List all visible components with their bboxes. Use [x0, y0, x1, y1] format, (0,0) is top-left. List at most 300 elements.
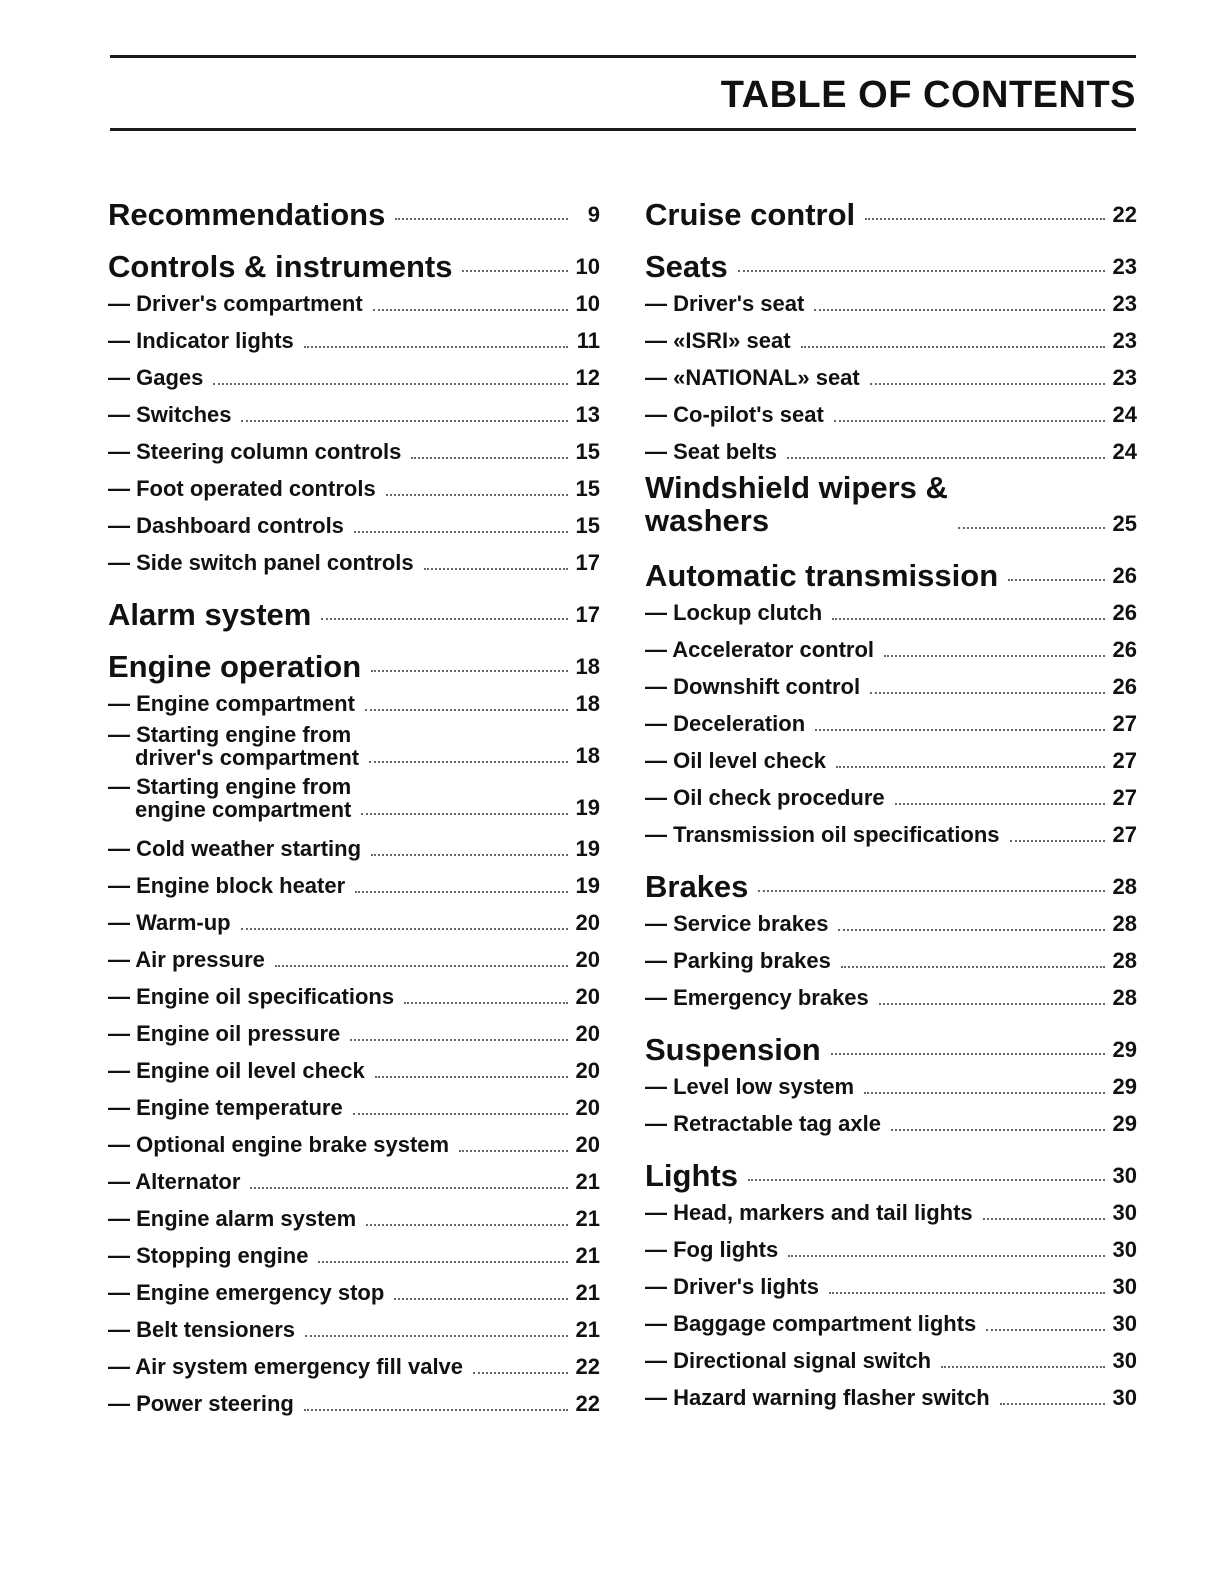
toc-dot-leader [815, 729, 1105, 731]
toc-entry-label-line1: Controls & instruments [108, 249, 453, 284]
toc-entry-label-line1: — Alternator [108, 1169, 241, 1194]
toc-entry-label-line1: Alarm system [108, 597, 312, 632]
toc-dot-leader [404, 1002, 568, 1004]
toc-entry-label-line1: Windshield wipers & [645, 470, 948, 505]
toc-entry-label [645, 948, 831, 974]
toc-page-number: 15 [575, 476, 600, 501]
toc-right-column [645, 186, 1137, 1411]
toc-entry-label [108, 691, 355, 717]
toc-section-entry[interactable] [645, 1147, 1137, 1193]
toc-subsection-entry[interactable] [645, 700, 1137, 737]
toc-page-number: 30 [1112, 1200, 1137, 1225]
toc-dot-leader [895, 803, 1105, 805]
toc-subsection-entry[interactable] [108, 1121, 600, 1158]
toc-page-number: 24 [1112, 439, 1137, 464]
toc-section-entry[interactable] [645, 471, 1137, 537]
toc-entry-label [645, 911, 828, 937]
toc-page-number: 26 [1112, 563, 1137, 588]
toc-page-number: 10 [575, 291, 600, 316]
toc-dot-leader [829, 1292, 1105, 1294]
toc-entry-label [108, 291, 363, 317]
header-bottom-rule [110, 128, 1136, 131]
toc-dot-leader [318, 1261, 568, 1263]
toc-entry-label [645, 785, 885, 811]
toc-subsection-entry[interactable] [108, 391, 600, 428]
toc-entry-label-line1: Automatic transmission [645, 558, 999, 593]
toc-entry-label-line1: — Cold weather starting [108, 836, 362, 861]
toc-entry-label-line1: Cruise control [645, 197, 856, 232]
toc-entry-label-line1: — Level low system [645, 1074, 855, 1099]
toc-subsection-entry[interactable] [645, 811, 1137, 848]
toc-entry-label-line1: — Head, markers and tail lights [645, 1200, 973, 1225]
toc-entry-label-line1: Recommendations [108, 197, 386, 232]
toc-subsection-entry[interactable] [645, 937, 1137, 974]
toc-page-number: 26 [1112, 600, 1137, 625]
toc-entry-label-line1: — Belt tensioners [108, 1317, 296, 1342]
toc-entry-label-line1: — Foot operated controls [108, 476, 376, 501]
toc-subsection-entry[interactable] [108, 1269, 600, 1306]
toc-page-number: 26 [1112, 674, 1137, 699]
toc-subsection-entry[interactable] [645, 737, 1137, 774]
toc-subsection-entry[interactable] [108, 680, 600, 717]
toc-entry-label [108, 1021, 340, 1047]
toc-entry-label [645, 1274, 819, 1300]
toc-page-number: 21 [575, 1280, 600, 1305]
toc-subsection-entry[interactable] [645, 626, 1137, 663]
toc-dot-leader [884, 655, 1105, 657]
toc-dot-leader [841, 966, 1105, 968]
toc-entry-label-line2: washers [645, 503, 770, 538]
toc-dot-leader [321, 618, 568, 620]
toc-left-column [108, 186, 600, 1417]
toc-dot-leader [801, 346, 1105, 348]
toc-entry-label-line1: — Parking brakes [645, 948, 831, 973]
toc-page-number: 28 [1112, 911, 1137, 936]
toc-subsection-entry[interactable] [108, 936, 600, 973]
toc-entry-label [645, 985, 869, 1011]
toc-entry-label [108, 197, 386, 232]
toc-dot-leader [275, 965, 568, 967]
toc-section-entry[interactable] [645, 1021, 1137, 1067]
toc-entry-label-line1: — Baggage compartment lights [645, 1311, 977, 1336]
toc-page-number: 30 [1112, 1311, 1137, 1336]
toc-page-number: 20 [575, 1132, 600, 1157]
toc-entry-label-line1: — Downshift control [645, 674, 861, 699]
toc-entry-label [645, 674, 860, 700]
toc-entry-label-line1: — Engine compartment [108, 691, 355, 716]
toc-subsection-entry[interactable] [645, 1374, 1137, 1411]
toc-dot-leader [241, 928, 568, 930]
toc-dot-leader [473, 1372, 568, 1374]
toc-subsection-entry[interactable] [108, 825, 600, 862]
toc-entry-label [108, 513, 344, 539]
toc-subsection-entry[interactable] [108, 1084, 600, 1121]
toc-subsection-entry[interactable] [108, 1306, 600, 1343]
toc-entry-label-line1: — Service brakes [645, 911, 829, 936]
toc-entry-label-line1: — Directional signal switch [645, 1348, 932, 1373]
toc-page-number: 10 [575, 254, 600, 279]
toc-dot-leader [865, 218, 1105, 220]
toc-dot-leader [831, 1053, 1105, 1055]
toc-entry-label [108, 910, 231, 936]
toc-dot-leader [958, 527, 1105, 529]
toc-entry-label-line1: — Optional engine brake system [108, 1132, 450, 1157]
toc-section-entry[interactable] [108, 638, 600, 684]
toc-entry-label-line1: — Oil check procedure [645, 785, 885, 810]
toc-dot-leader [738, 270, 1105, 272]
toc-dot-leader [366, 1224, 568, 1226]
toc-entry-label-line1: — Starting engine from [108, 774, 352, 799]
toc-page-number: 18 [575, 654, 600, 679]
toc-dot-leader [395, 218, 568, 220]
toc-entry-label [645, 869, 749, 904]
toc-entry-label-line1: — Air pressure [108, 947, 265, 972]
toc-page-number: 30 [1112, 1274, 1137, 1299]
toc-subsection-entry[interactable] [108, 1343, 600, 1380]
toc-entry-label-line1: Suspension [645, 1032, 821, 1067]
toc-page-number: 29 [1112, 1037, 1137, 1062]
toc-entry-label-line2: driver's compartment [135, 745, 360, 770]
header-top-rule [110, 55, 1136, 58]
toc-dot-leader [870, 383, 1105, 385]
toc-dot-leader [758, 890, 1105, 892]
toc-page-number: 30 [1112, 1348, 1137, 1373]
toc-entry-label-line1: — Switches [108, 402, 232, 427]
toc-subsection-entry[interactable] [645, 974, 1137, 1011]
toc-page-number: 20 [575, 910, 600, 935]
toc-subsection-entry[interactable] [645, 774, 1137, 811]
toc-entry-label [645, 600, 822, 626]
toc-entry-label [645, 1385, 990, 1411]
toc-entry-label [108, 1354, 463, 1380]
toc-page-number: 28 [1112, 948, 1137, 973]
toc-dot-leader [394, 1298, 568, 1300]
toc-page-number: 22 [1112, 202, 1137, 227]
toc-page-number: 30 [1112, 1237, 1137, 1262]
toc-page-number: 19 [575, 795, 600, 820]
toc-entry-label [645, 1158, 738, 1193]
toc-entry-label-line1: — Starting engine from [108, 722, 352, 747]
toc-section-entry[interactable] [645, 858, 1137, 904]
toc-page-number: 19 [575, 836, 600, 861]
toc-entry-label-line1: — Hazard warning flasher switch [645, 1385, 990, 1410]
toc-dot-leader [411, 457, 568, 459]
toc-dot-leader [304, 1409, 568, 1411]
toc-entry-label [645, 1348, 931, 1374]
toc-subsection-entry[interactable] [645, 1300, 1137, 1337]
toc-section-entry[interactable] [645, 547, 1137, 593]
toc-dot-leader [941, 1366, 1105, 1368]
toc-entry-label-line1: — Engine oil pressure [108, 1021, 341, 1046]
toc-dot-leader [1008, 579, 1105, 581]
toc-dot-leader [355, 891, 568, 893]
toc-entry-label [645, 291, 804, 317]
toc-page-number: 21 [575, 1243, 600, 1268]
toc-subsection-entry[interactable] [108, 354, 600, 391]
toc-dot-leader [459, 1150, 568, 1152]
toc-entry-label [645, 1237, 778, 1263]
toc-page-number: 23 [1112, 291, 1137, 316]
toc-dot-leader [891, 1129, 1105, 1131]
toc-entry-label [645, 1311, 976, 1337]
toc-dot-leader [983, 1218, 1105, 1220]
toc-page-number: 23 [1112, 365, 1137, 390]
toc-page-number: 12 [575, 365, 600, 390]
toc-page-number: 21 [575, 1169, 600, 1194]
toc-page-number: 22 [575, 1354, 600, 1379]
toc-subsection-entry[interactable] [645, 317, 1137, 354]
toc-entry-label [108, 550, 414, 576]
toc-subsection-entry[interactable] [108, 899, 600, 936]
toc-page-number: 29 [1112, 1111, 1137, 1136]
toc-subsection-entry[interactable] [645, 900, 1137, 937]
toc-entry-label-line1: — Retractable tag axle [645, 1111, 881, 1136]
toc-dot-leader [386, 494, 568, 496]
toc-subsection-entry[interactable] [108, 973, 600, 1010]
toc-dot-leader [864, 1092, 1105, 1094]
toc-subsection-entry[interactable] [108, 428, 600, 465]
toc-subsection-entry[interactable] [108, 1195, 600, 1232]
toc-dot-leader [986, 1329, 1105, 1331]
toc-page-number: 24 [1112, 402, 1137, 427]
toc-entry-label [108, 1169, 240, 1195]
toc-entry-label [645, 365, 860, 391]
toc-entry-label-line1: — Engine temperature [108, 1095, 343, 1120]
toc-entry-label [645, 439, 777, 465]
toc-page-number: 15 [575, 513, 600, 538]
toc-entry-label [645, 328, 791, 354]
toc-entry-label-line1: — Driver's seat [645, 291, 805, 316]
toc-subsection-entry[interactable] [645, 1337, 1137, 1374]
toc-page-number: 20 [575, 947, 600, 972]
toc-entry-label [108, 597, 312, 632]
toc-subsection-entry[interactable] [108, 1158, 600, 1195]
toc-subsection-entry[interactable] [645, 1100, 1137, 1137]
toc-subsection-entry[interactable] [108, 539, 600, 576]
toc-entry-label-line1: — Fog lights [645, 1237, 779, 1262]
toc-subsection-entry[interactable] [108, 723, 600, 769]
toc-page-number: 19 [575, 873, 600, 898]
toc-entry-label [645, 558, 999, 593]
toc-entry-label [108, 1317, 295, 1343]
toc-entry-label-line1: — Transmission oil specifications [645, 822, 1000, 847]
toc-entry-label-line1: — Indicator lights [108, 328, 294, 353]
toc-page-number: 9 [587, 202, 600, 227]
toc-entry-label-line1: — Oil level check [645, 748, 826, 773]
toc-dot-leader [462, 270, 568, 272]
toc-subsection-entry[interactable] [108, 1047, 600, 1084]
toc-subsection-entry[interactable] [645, 1063, 1137, 1100]
toc-entry-label-line1: — Engine alarm system [108, 1206, 357, 1231]
toc-entry-label [645, 1111, 881, 1137]
toc-entry-label-line1: Lights [645, 1158, 738, 1193]
toc-entry-label-line1: — Stopping engine [108, 1243, 309, 1268]
toc-entry-label [108, 947, 265, 973]
toc-subsection-entry[interactable] [645, 589, 1137, 626]
toc-page-number: 23 [1112, 328, 1137, 353]
toc-dot-leader [241, 420, 568, 422]
toc-section-entry[interactable] [108, 186, 600, 232]
toc-dot-leader [787, 457, 1105, 459]
toc-dot-leader [748, 1179, 1105, 1181]
toc-subsection-entry[interactable] [108, 1380, 600, 1417]
toc-page-number: 13 [575, 402, 600, 427]
toc-subsection-entry[interactable] [645, 1226, 1137, 1263]
toc-subsection-entry[interactable] [108, 317, 600, 354]
toc-entry-label [108, 775, 351, 821]
toc-dot-leader [369, 761, 568, 763]
toc-entry-label [108, 1391, 294, 1417]
toc-entry-label [108, 476, 376, 502]
toc-entry-label [108, 873, 345, 899]
toc-page-number: 22 [575, 1391, 600, 1416]
toc-subsection-entry[interactable] [108, 862, 600, 899]
toc-entry-label-line2: engine compartment [135, 797, 352, 822]
toc-entry-label [645, 249, 728, 284]
toc-subsection-entry[interactable] [645, 663, 1137, 700]
toc-entry-label [645, 711, 805, 737]
toc-entry-label-line1: — Engine emergency stop [108, 1280, 385, 1305]
toc-entry-label [108, 1132, 449, 1158]
toc-subsection-entry[interactable] [645, 391, 1137, 428]
toc-entry-label-line1: Brakes [645, 869, 749, 904]
toc-page-number: 26 [1112, 637, 1137, 662]
toc-section-entry[interactable] [108, 586, 600, 632]
toc-subsection-entry[interactable] [645, 354, 1137, 391]
toc-page-number: 11 [576, 328, 600, 353]
toc-subsection-entry[interactable] [108, 1232, 600, 1269]
toc-entry-label [645, 1200, 973, 1226]
toc-dot-leader [375, 1076, 568, 1078]
toc-entry-label [108, 836, 361, 862]
toc-page-number: 15 [575, 439, 600, 464]
toc-dot-leader [350, 1039, 568, 1041]
toc-entry-label-line1: — Dashboard controls [108, 513, 344, 538]
toc-entry-label [108, 1206, 356, 1232]
toc-page-number: 28 [1112, 874, 1137, 899]
toc-entry-label [645, 748, 826, 774]
toc-entry-label [108, 249, 453, 284]
toc-page-number: 20 [575, 1021, 600, 1046]
toc-page-number: 27 [1112, 822, 1137, 847]
toc-dot-leader [832, 618, 1105, 620]
toc-subsection-entry[interactable] [108, 502, 600, 539]
toc-page-number: 21 [575, 1317, 600, 1342]
toc-subsection-entry[interactable] [108, 465, 600, 502]
toc-dot-leader [354, 531, 568, 533]
toc-page-number: 21 [575, 1206, 600, 1231]
toc-subsection-entry[interactable] [108, 775, 600, 821]
toc-entry-label [108, 1280, 384, 1306]
toc-entry-label [108, 1095, 343, 1121]
toc-subsection-entry[interactable] [645, 428, 1137, 465]
toc-entry-label [108, 328, 294, 354]
toc-entry-label-line1: — Seat belts [645, 439, 778, 464]
toc-dot-leader [424, 568, 568, 570]
toc-entry-label [108, 365, 203, 391]
toc-subsection-entry[interactable] [645, 280, 1137, 317]
toc-dot-leader [305, 1335, 568, 1337]
toc-dot-leader [304, 346, 568, 348]
toc-page-number: 25 [1112, 511, 1137, 536]
toc-entry-label-line1: — Co-pilot's seat [645, 402, 824, 427]
toc-entry-label-line1: — Steering column controls [108, 439, 402, 464]
toc-dot-leader [879, 1003, 1105, 1005]
toc-subsection-entry[interactable] [645, 1263, 1137, 1300]
toc-subsection-entry[interactable] [108, 1010, 600, 1047]
toc-entry-label-line1: — Engine oil specifications [108, 984, 395, 1009]
toc-entry-label [645, 402, 824, 428]
toc-entry-label-line1: — Gages [108, 365, 204, 390]
toc-dot-leader [371, 670, 568, 672]
toc-page-number: 20 [575, 1058, 600, 1083]
toc-page-number: 30 [1112, 1385, 1137, 1410]
toc-entry-label-line1: Seats [645, 249, 728, 284]
toc-dot-leader [788, 1255, 1105, 1257]
toc-dot-leader [373, 309, 568, 311]
toc-entry-label-line1: Engine operation [108, 649, 362, 684]
toc-entry-label-line1: — Driver's lights [645, 1274, 819, 1299]
page-title: TABLE OF CONTENTS [720, 74, 1136, 116]
toc-section-entry[interactable] [645, 238, 1137, 284]
toc-subsection-entry[interactable] [645, 1189, 1137, 1226]
toc-page-number: 18 [575, 691, 600, 716]
toc-entry-label-line1: — Engine block heater [108, 873, 346, 898]
toc-page-number: 29 [1112, 1074, 1137, 1099]
toc-section-entry[interactable] [645, 186, 1137, 232]
toc-entry-label-line1: — «NATIONAL» seat [645, 365, 860, 390]
toc-page-number: 27 [1112, 711, 1137, 736]
toc-entry-label-line1: — Air system emergency fill valve [108, 1354, 464, 1379]
toc-entry-label [645, 822, 1000, 848]
toc-entry-label [108, 984, 394, 1010]
toc-dot-leader [250, 1187, 568, 1189]
toc-page-number: 20 [575, 984, 600, 1009]
toc-entry-label-line1: — Deceleration [645, 711, 806, 736]
toc-entry-label [108, 1243, 308, 1269]
toc-page-number: 27 [1112, 785, 1137, 810]
toc-page-number: 27 [1112, 748, 1137, 773]
toc-entry-label [108, 723, 359, 769]
toc-entry-label [108, 1058, 365, 1084]
toc-dot-leader [834, 420, 1105, 422]
toc-page-number: 17 [575, 550, 600, 575]
toc-entry-label [108, 649, 362, 684]
toc-entry-label-line1: — Accelerator control [645, 637, 875, 662]
toc-entry-label [645, 637, 874, 663]
toc-entry-label [108, 402, 231, 428]
toc-subsection-entry[interactable] [108, 280, 600, 317]
toc-page-number: 18 [575, 743, 600, 768]
toc-entry-label [645, 197, 856, 232]
toc-page-number: 23 [1112, 254, 1137, 279]
toc-entry-label-line1: — Lockup clutch [645, 600, 823, 625]
toc-dot-leader [365, 709, 568, 711]
toc-section-entry[interactable] [108, 238, 600, 284]
toc-dot-leader [870, 692, 1105, 694]
toc-entry-label-line1: — Side switch panel controls [108, 550, 414, 575]
toc-dot-leader [353, 1113, 568, 1115]
toc-dot-leader [371, 854, 568, 856]
toc-entry-label-line1: — «ISRI» seat [645, 328, 791, 353]
toc-entry-label [645, 1032, 821, 1067]
toc-dot-leader [213, 383, 568, 385]
toc-dot-leader [814, 309, 1105, 311]
toc-dot-leader [1000, 1403, 1105, 1405]
toc-entry-label-line1: — Warm-up [108, 910, 231, 935]
toc-entry-label-line1: — Driver's compartment [108, 291, 363, 316]
toc-entry-label [108, 439, 401, 465]
